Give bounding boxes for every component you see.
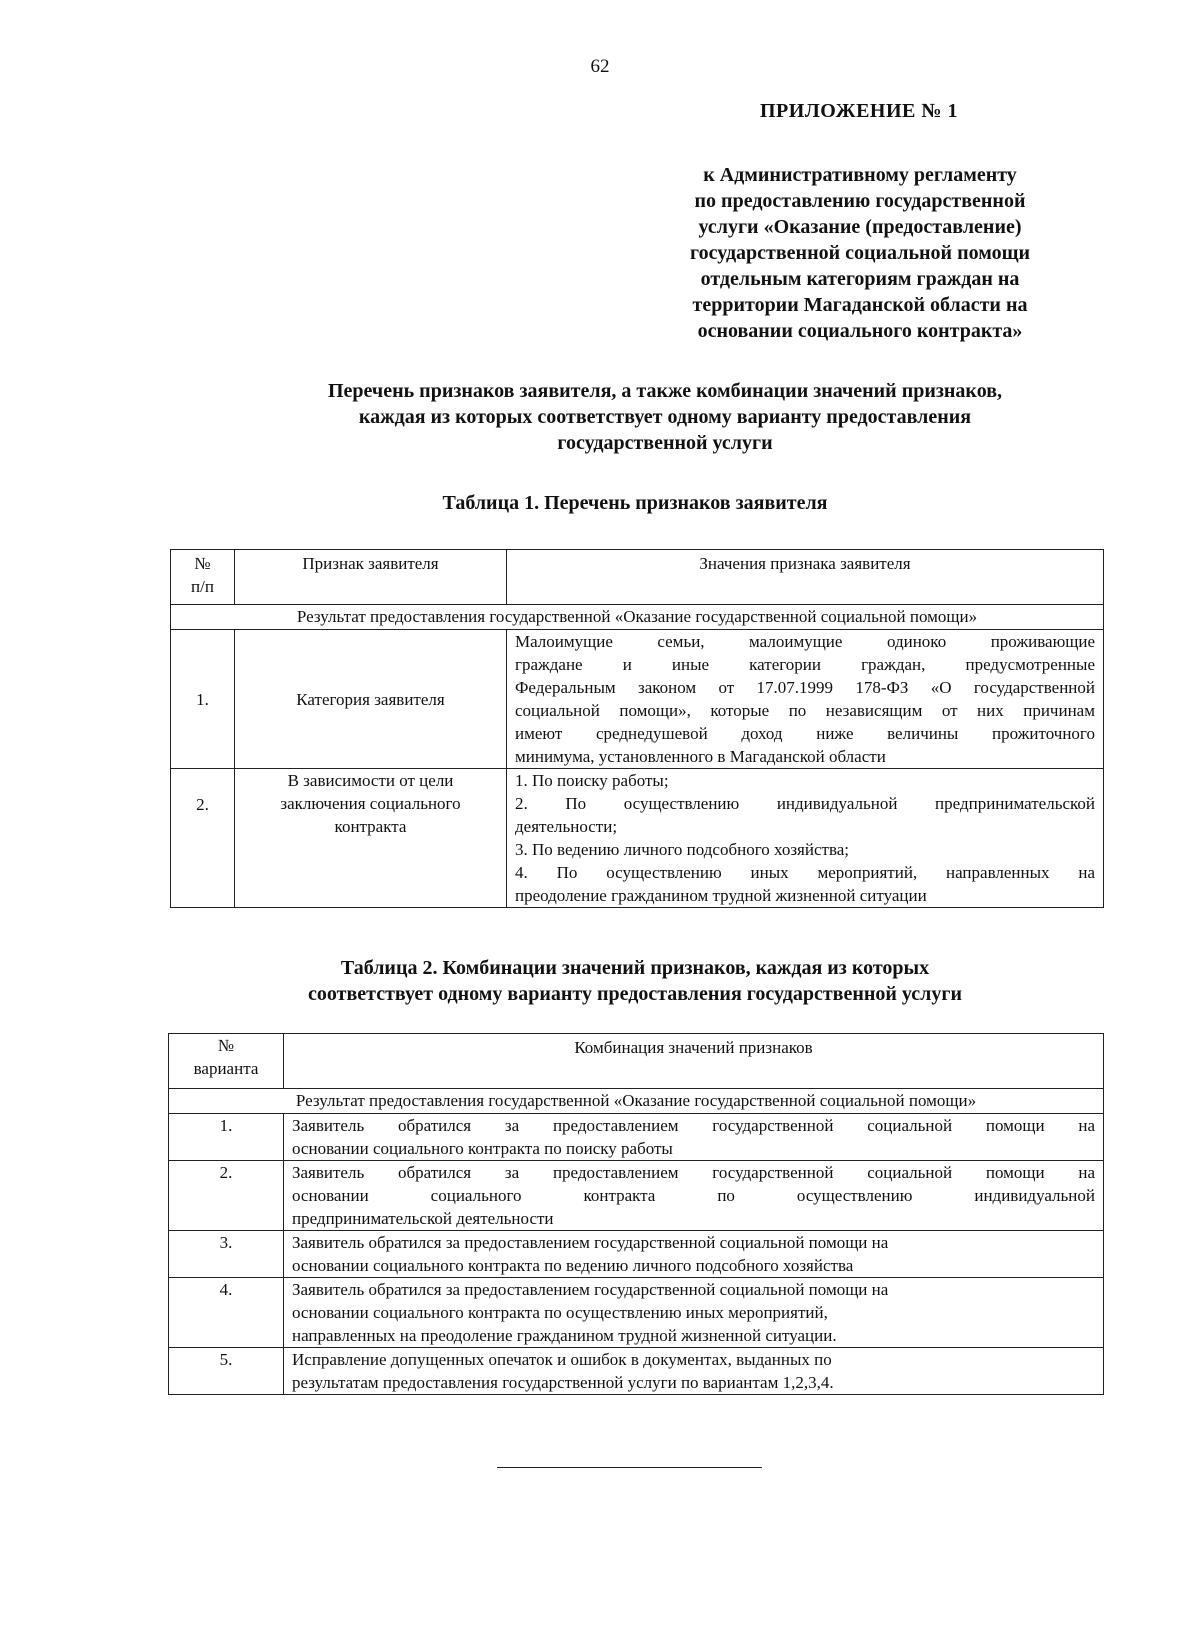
value-line: деятельности;	[515, 817, 618, 836]
table2-caption-line: Таблица 2. Комбинации значений признаков, каждая из которых	[340, 957, 930, 979]
table1-caption-text: Таблица 1. Перечень признаков заявителя	[442, 492, 828, 514]
table-header-row	[169, 1034, 1104, 1089]
description-line: предпринимательской деятельности	[292, 1209, 554, 1228]
variant-number: 4.	[169, 1278, 284, 1348]
table1-applicant-signs	[170, 549, 1104, 908]
result-row	[171, 605, 1104, 630]
heading-line: Перечень признаков заявителя, а также комбинации значений признаков,	[327, 380, 1002, 402]
description-line: Заявитель обратился за предоставлением государственной социальной помощи на	[292, 1280, 889, 1299]
row-values	[507, 769, 1104, 908]
header-number	[171, 550, 235, 605]
description-line: основании социального контракта по ведению личного подсобного хозяйства	[292, 1256, 854, 1275]
header-number-abbr: п/п	[191, 577, 214, 596]
appendix-title: ПРИЛОЖЕНИЕ № 1	[760, 100, 958, 122]
variant-number: 5.	[169, 1348, 284, 1395]
table-row	[169, 1161, 1104, 1231]
table2-caption	[170, 955, 1100, 1007]
value-line: 2. По осуществлению индивидуальной предпринимательской	[515, 794, 1095, 813]
row-sign	[235, 769, 507, 908]
table-row	[169, 1278, 1104, 1348]
description-line: Заявитель обратился за предоставлением государственной социальной помощи на	[292, 1116, 1095, 1135]
variant-description	[284, 1348, 1104, 1395]
description-line: основании социального контракта по осуществлению индивидуальной	[292, 1186, 1095, 1205]
description-line: направленных на преодоление гражданином трудной жизненной ситуации.	[292, 1326, 837, 1345]
header-number-symbol: №	[194, 554, 211, 573]
appendix-subtitle-line: к Административному регламенту	[703, 164, 1017, 186]
appendix-subtitle	[640, 162, 1080, 344]
table-header-row	[171, 550, 1104, 605]
table2-sign-combinations	[168, 1033, 1104, 1395]
table-row	[171, 769, 1104, 908]
result-cell: Результат предоставления государственной «Оказание государственной социальной помощи»	[171, 605, 1104, 630]
value-line: имеют среднедушевой доход ниже величины прожиточного	[515, 724, 1095, 743]
variant-number: 1.	[169, 1114, 284, 1161]
document-heading	[250, 378, 1080, 456]
variant-number: 2.	[169, 1161, 284, 1231]
appendix-subtitle-line: территории Магаданской области на	[692, 294, 1028, 316]
description-line: основании социального контракта по осуществлению иных мероприятий,	[292, 1303, 828, 1322]
table1-caption	[170, 490, 1100, 516]
heading-line: каждая из которых соответствует одному варианту предоставления	[358, 406, 972, 428]
variant-description	[284, 1161, 1104, 1231]
appendix-subtitle-line: по предоставлению государственной	[694, 190, 1026, 212]
value-line: минимума, установленного в Магаданской области	[515, 747, 886, 766]
variant-description	[284, 1278, 1104, 1348]
header-values: Значения признака заявителя	[507, 550, 1104, 605]
value-line: 1. По поиску работы;	[515, 771, 669, 790]
description-line: Заявитель обратился за предоставлением государственной социальной помощи на	[292, 1233, 889, 1252]
table-row	[169, 1231, 1104, 1278]
variant-description	[284, 1231, 1104, 1278]
description-line: Заявитель обратился за предоставлением государственной социальной помощи на	[292, 1163, 1095, 1182]
sign-line: заключения социального	[280, 794, 461, 813]
description-line: основании социального контракта по поиску работы	[292, 1139, 673, 1158]
row-number: 2.	[171, 769, 235, 908]
value-line: граждане и иные категории граждан, предусмотренные	[515, 655, 1095, 674]
heading-line: государственной услуги	[557, 432, 773, 454]
variant-description	[284, 1114, 1104, 1161]
value-line: преодоление гражданином трудной жизненной ситуации	[515, 886, 927, 905]
value-line: Федеральным законом от 17.07.1999 178-ФЗ «О государственной	[515, 678, 1095, 697]
header-number-symbol: №	[217, 1036, 235, 1055]
appendix-subtitle-line: отдельным категориям граждан на	[700, 268, 1020, 290]
table-row	[169, 1114, 1104, 1161]
row-sign: Категория заявителя	[235, 630, 507, 769]
table-row	[169, 1348, 1104, 1395]
value-line: Малоимущие семьи, малоимущие одиноко проживающие	[515, 632, 1095, 651]
page-number: 62	[590, 56, 610, 77]
row-values	[507, 630, 1104, 769]
row-number: 1.	[171, 630, 235, 769]
description-line: результатам предоставления государственной услуги по вариантам 1,2,3,4.	[292, 1373, 834, 1392]
result-cell: Результат предоставления государственной «Оказание государственной социальной помощи»	[169, 1089, 1104, 1114]
footer-divider	[497, 1467, 762, 1468]
value-line: 4. По осуществлению иных мероприятий, направленных на	[515, 863, 1095, 882]
appendix-subtitle-line: государственной социальной помощи	[690, 242, 1030, 264]
variant-number: 3.	[169, 1231, 284, 1278]
header-variant-number	[169, 1034, 284, 1089]
sign-line: В зависимости от цели	[287, 771, 454, 790]
value-line: 3. По ведению личного подсобного хозяйства;	[515, 840, 850, 859]
result-row	[169, 1089, 1104, 1114]
header-number-label: варианта	[193, 1059, 259, 1078]
sign-line: контракта	[334, 817, 407, 836]
description-line: Исправление допущенных опечаток и ошибок в документах, выданных по	[292, 1350, 832, 1369]
value-line: социальной помощи», которые по независящим от них причинам	[515, 701, 1095, 720]
table2-caption-line: соответствует одному варианту предоставления государственной услуги	[308, 983, 962, 1005]
appendix-subtitle-line: основании социального контракта»	[697, 320, 1023, 342]
header-sign: Признак заявителя	[235, 550, 507, 605]
table-row	[171, 630, 1104, 769]
header-combination: Комбинация значений признаков	[284, 1034, 1104, 1089]
appendix-subtitle-line: услуги «Оказание (предоставление)	[698, 216, 1022, 238]
